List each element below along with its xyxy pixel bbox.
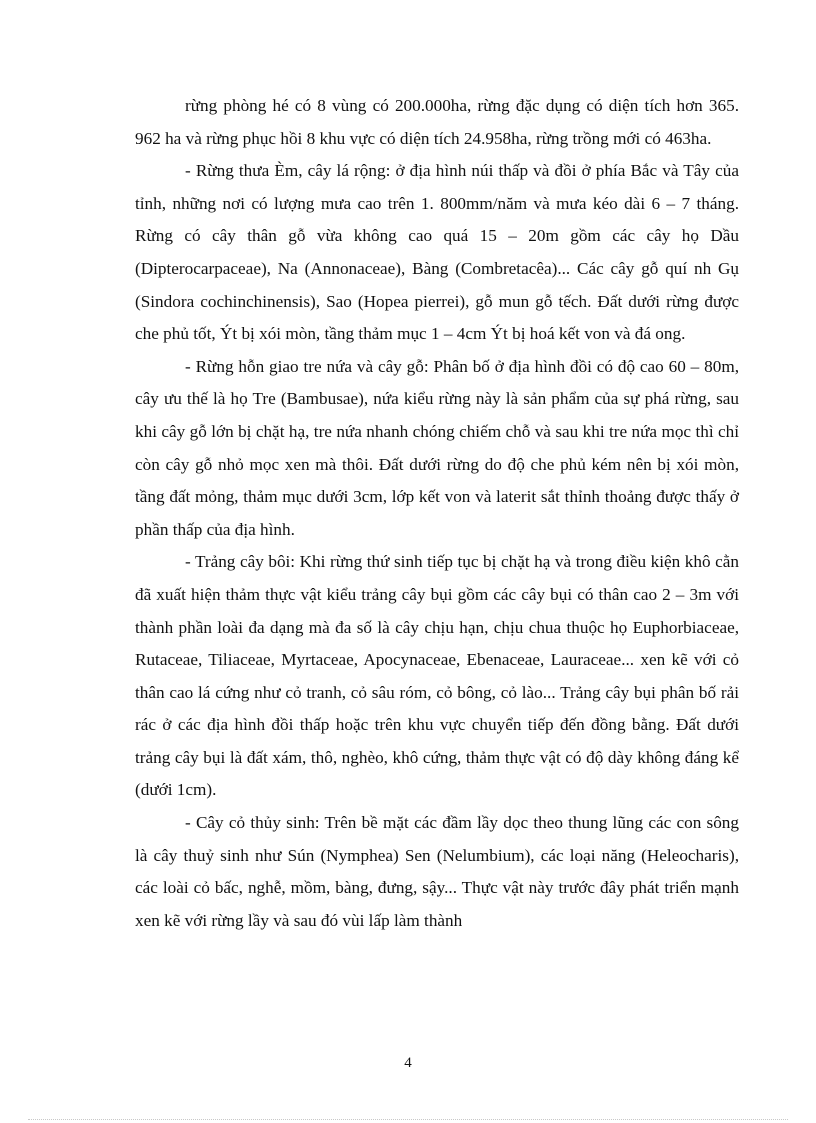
paragraph-aquatic-plants: - Cây cỏ thủy sinh: Trên bề mặt các đầm lầy dọc theo thung lũng các con sông là cây thuỷ sinh như Sún (Nymphea) Sen (Nelumbium), các loại năng (Heleocharis), các loài cỏ bấc, nghễ, mồm, bàng, đưng, sậy... Thực vật này trước đây phát triển mạnh xen kẽ với rừng lầy và sau đó vùi lấp làm thành — [135, 813, 739, 930]
paragraph-mixed-bamboo-forest: - Rừng hỗn giao tre nứa và cây gỗ: Phân bố ở địa hình đồi có độ cao 60 – 80m, cây ưu thế là họ Tre (Bambusae), nứa kiểu rừng này là sản phẩm của sự phá rừng, sau khi cây gỗ lớn bị chặt hạ, tre nứa nhanh chóng chiếm chỗ và sau khi tre nứa mọc thì chỉ còn cây gỗ nhỏ mọc xen mà thôi. Đất dưới rừng do độ che phủ kém nên bị xói mòn, tầng đất mỏng, thảm mục dưới 3cm, lớp kết von và laterit sắt thỉnh thoảng được thấy ở phần thấp của địa hình. — [135, 356, 739, 539]
page-number: 4 — [404, 1055, 412, 1071]
page-bottom-divider — [28, 1119, 788, 1120]
paragraph-forest-area: rừng phòng hé có 8 vùng có 200.000ha, rừng đặc dụng có diện tích hơn 365. 962 ha và rừng phục hồi 8 khu vực có diện tích 24.958ha, rừng trồng mới có 463ha. — [135, 96, 739, 148]
paragraph-sparse-forest: - Rừng thưa Èm, cây lá rộng: ở địa hình núi thấp và đồi ở phía Bắc và Tây của tỉnh, những nơi có lượng mưa cao trên 1. 800mm/năm và mưa kéo dài 6 – 7 tháng. Rừng có cây thân gỗ vừa không cao quá 15 – 20m gồm các cây họ Dầu (Dipterocarpaceae), Na (Annonaceae), Bàng (Combretacêa)... Các cây gỗ quí nh Gụ (Sindora cochinchinensis), Sao (Hopea pierrei), gỗ mun gỗ tếch. Đất dưới rừng được che phủ tốt, Ýt bị xói mòn, tầng thảm mục 1 – 4cm Ýt bị hoá kết von và đá ong. — [135, 161, 739, 344]
paragraph-shrubland: - Trảng cây bôi: Khi rừng thứ sinh tiếp tục bị chặt hạ và trong điều kiện khô cằn đã xuất hiện thảm thực vật kiểu trảng cây bụi gồm các cây bụi có thân cao 2 – 3m với thành phần loài đa dạng mà đa số là cây chịu hạn, chịu chua thuộc họ Euphorbiaceae, Rutaceae, Tiliaceae, Myrtaceae, Apocynaceae, Ebenaceae, Lauraceae... xen kẽ với cỏ thân cao lá cứng như cỏ tranh, cỏ sâu róm, cỏ bông, cỏ lào... Trảng cây bụi phân bố rải rác ở các địa hình đồi thấp hoặc trên khu vực chuyển tiếp đến đồng bằng. Đất dưới trảng cây bụi là đất xám, thô, nghèo, khô cứng, thảm thực vật có độ dày không đáng kể (dưới 1cm). — [135, 552, 739, 800]
body-text — [135, 90, 739, 937]
